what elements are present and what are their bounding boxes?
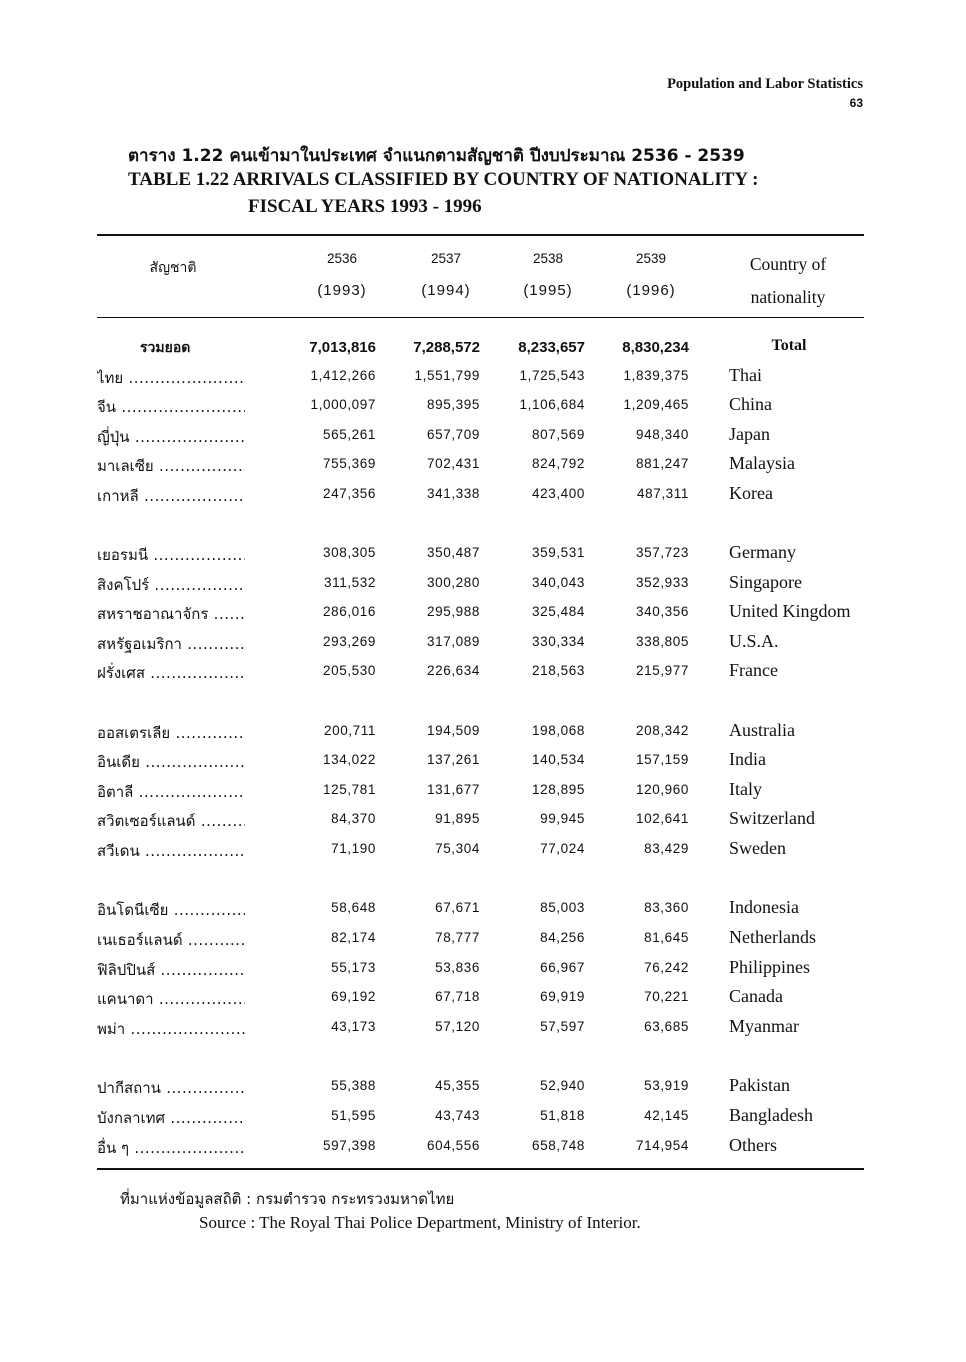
cell-value: 55,388 — [331, 1078, 376, 1093]
cell-value: 125,781 — [323, 782, 376, 797]
table-row — [0, 1076, 966, 1105]
cell-value: 140,534 — [532, 752, 585, 767]
table-top-rule — [97, 234, 864, 236]
cell-value: 300,280 — [427, 575, 480, 590]
row-label-thai: ปากีสถาน ..... — [97, 1076, 245, 1100]
cell-value: 293,269 — [323, 634, 376, 649]
row-label-english: Bangladesh — [729, 1105, 813, 1125]
year-be: 2539 — [635, 251, 667, 266]
table-row — [0, 987, 966, 1016]
cell-value: 120,960 — [636, 782, 689, 797]
cell-value: 51,818 — [540, 1108, 585, 1123]
cell-value: 325,484 — [532, 604, 585, 619]
cell-value: 128,895 — [532, 782, 585, 797]
cell-value: 215,977 — [636, 663, 689, 678]
year-ce: (1993) — [317, 282, 367, 299]
cell-value: 69,919 — [540, 989, 585, 1004]
row-label-english: Philippines — [729, 957, 811, 977]
cell-value: 57,597 — [540, 1019, 585, 1034]
row-label-thai: เกาหลี ..... — [97, 484, 245, 508]
cell-value: 604,556 — [427, 1138, 480, 1153]
table-title-thai: ตาราง 1.22 คนเข้ามาในประเทศ จำแนกตามสัญชาติ ปีงบประมาณ 2536 - 2539 — [128, 146, 745, 166]
cell-value: 200,711 — [324, 723, 376, 738]
cell-value: 341,338 — [427, 486, 480, 501]
table-row — [0, 602, 966, 631]
table-row — [0, 928, 966, 957]
row-label-thai: สวีเดน ..... — [97, 839, 245, 863]
source-note-english: Source : The Royal Thai Police Department, Ministry of Interior. — [199, 1213, 641, 1232]
cell-value: 52,940 — [540, 1078, 585, 1093]
row-label-thai: มาเลเซีย ..... — [97, 454, 245, 478]
table-row — [0, 750, 966, 779]
year-be: 2536 — [326, 251, 358, 266]
table-row — [0, 809, 966, 838]
table-row — [0, 395, 966, 424]
cell-value: 308,305 — [323, 545, 376, 560]
row-label-english: France — [729, 660, 778, 680]
row-label-thai: อินเดีย ..... — [97, 750, 245, 774]
table-row — [0, 632, 966, 661]
cell-value: 311,532 — [324, 575, 376, 590]
row-label-thai: ออสเตรเลีย ..... — [97, 721, 245, 745]
row-label-thai: ฝรั่งเศส ..... — [97, 661, 245, 685]
row-label-english: Netherlands — [729, 927, 816, 947]
cell-value: 53,836 — [435, 960, 480, 975]
cell-value: 702,431 — [427, 456, 480, 471]
table-row — [0, 573, 966, 602]
cell-value: 131,677 — [427, 782, 480, 797]
row-label-english: Canada — [729, 986, 783, 1006]
table-row — [0, 1017, 966, 1046]
row-label-english: Switzerland — [729, 808, 815, 828]
table-row — [0, 1106, 966, 1135]
column-header-nationality-english — [728, 248, 848, 314]
cell-value: 85,003 — [540, 900, 585, 915]
cell-value: 286,016 — [323, 604, 376, 619]
cell-value: 423,400 — [532, 486, 585, 501]
cell-value: 83,429 — [644, 841, 689, 856]
cell-value: 565,261 — [323, 427, 376, 442]
row-label-thai: จีน ..... — [97, 395, 245, 419]
cell-value: 137,261 — [427, 752, 480, 767]
row-label-thai: บังกลาเทศ ..... — [97, 1106, 245, 1130]
year-ce: (1994) — [421, 282, 471, 299]
cell-value: 218,563 — [532, 663, 585, 678]
table-subtitle-english: FISCAL YEARS 1993 - 1996 — [248, 196, 482, 217]
running-header: Population and Labor Statistics — [667, 76, 863, 92]
row-label-thai: แคนาดา ..... — [97, 987, 245, 1011]
column-header-line: nationality — [750, 287, 826, 307]
cell-value: 338,805 — [636, 634, 689, 649]
row-label-thai: เยอรมนี ..... — [97, 543, 245, 567]
row-label-thai: อิตาลี ..... — [97, 780, 245, 804]
cell-value: 330,334 — [532, 634, 585, 649]
table-row — [0, 958, 966, 987]
row-label-english: Indonesia — [729, 897, 799, 917]
row-label-english: Pakistan — [729, 1075, 790, 1095]
cell-value: 1,209,465 — [623, 397, 689, 412]
year-ce: (1996) — [626, 282, 676, 299]
cell-value: 1,551,799 — [414, 368, 480, 383]
row-label-english: Australia — [729, 720, 795, 740]
table-row — [0, 543, 966, 572]
cell-value: 75,304 — [435, 841, 480, 856]
cell-value: 66,967 — [540, 960, 585, 975]
row-label-english: India — [729, 749, 766, 769]
cell-value: 359,531 — [532, 545, 585, 560]
cell-value: 8,233,657 — [518, 339, 585, 356]
row-label-english: Thai — [729, 365, 762, 385]
row-label-english: Total — [771, 337, 807, 354]
row-label-thai: สิงคโปร์ ..... — [97, 573, 245, 597]
cell-value: 1,106,684 — [519, 397, 585, 412]
cell-value: 7,013,816 — [309, 339, 376, 356]
table-row — [0, 839, 966, 868]
cell-value: 350,487 — [427, 545, 480, 560]
cell-value: 881,247 — [636, 456, 689, 471]
year-be: 2537 — [430, 251, 462, 266]
cell-value: 71,190 — [331, 841, 376, 856]
cell-value: 7,288,572 — [413, 339, 480, 356]
cell-value: 295,988 — [427, 604, 480, 619]
source-note-thai: ที่มาแห่งข้อมูลสถิติ : กรมตำรวจ กระทรวงมหาดไทย — [120, 1190, 455, 1208]
cell-value: 824,792 — [532, 456, 585, 471]
cell-value: 714,954 — [636, 1138, 689, 1153]
table-row — [0, 454, 966, 483]
row-label-english: Others — [729, 1135, 777, 1155]
cell-value: 134,022 — [323, 752, 376, 767]
cell-value: 194,509 — [427, 723, 480, 738]
table-row — [0, 484, 966, 513]
cell-value: 807,569 — [532, 427, 585, 442]
cell-value: 157,159 — [636, 752, 689, 767]
row-label-english: Myanmar — [729, 1016, 799, 1036]
cell-value: 43,173 — [331, 1019, 376, 1034]
cell-value: 84,256 — [540, 930, 585, 945]
cell-value: 205,530 — [323, 663, 376, 678]
cell-value: 1,725,543 — [519, 368, 585, 383]
row-label-english: Germany — [729, 542, 796, 562]
row-label-english: United Kingdom — [729, 601, 851, 621]
row-label-thai: รวมยอด — [140, 340, 191, 356]
table-row — [0, 425, 966, 454]
cell-value: 63,685 — [644, 1019, 689, 1034]
row-label-english: Italy — [729, 779, 762, 799]
year-be: 2538 — [532, 251, 564, 266]
cell-value: 43,743 — [435, 1108, 480, 1123]
table-bottom-rule — [97, 1168, 864, 1170]
cell-value: 1,839,375 — [623, 368, 689, 383]
cell-value: 81,645 — [644, 930, 689, 945]
cell-value: 352,933 — [636, 575, 689, 590]
row-label-english: Malaysia — [729, 453, 795, 473]
cell-value: 1,000,097 — [310, 397, 376, 412]
year-ce: (1995) — [523, 282, 573, 299]
cell-value: 69,192 — [331, 989, 376, 1004]
table-row — [0, 721, 966, 750]
cell-value: 657,709 — [427, 427, 480, 442]
row-label-english: China — [729, 394, 772, 414]
column-header-line: Country of — [749, 254, 827, 274]
row-label-thai: ฟิลิปปินส์ ..... — [97, 958, 245, 982]
row-label-english: Japan — [729, 424, 770, 444]
cell-value: 51,595 — [331, 1108, 376, 1123]
row-label-thai: อินโดนีเซีย ..... — [97, 898, 245, 922]
table-row — [0, 898, 966, 927]
cell-value: 53,919 — [644, 1078, 689, 1093]
row-label-english: Singapore — [729, 572, 802, 592]
cell-value: 57,120 — [435, 1019, 480, 1034]
cell-value: 78,777 — [435, 930, 480, 945]
cell-value: 247,356 — [323, 486, 376, 501]
row-label-thai: ไทย ..... — [97, 366, 245, 390]
cell-value: 597,398 — [323, 1138, 376, 1153]
cell-value: 76,242 — [644, 960, 689, 975]
cell-value: 357,723 — [636, 545, 689, 560]
cell-value: 83,360 — [644, 900, 689, 915]
cell-value: 198,068 — [532, 723, 585, 738]
cell-value: 208,342 — [636, 723, 689, 738]
table-row-total — [0, 337, 966, 366]
cell-value: 340,043 — [532, 575, 585, 590]
cell-value: 487,311 — [637, 486, 689, 501]
cell-value: 55,173 — [331, 960, 376, 975]
table-row — [0, 366, 966, 395]
row-label-thai: สวิตเซอร์แลนด์ ..... — [97, 809, 245, 833]
cell-value: 8,830,234 — [622, 339, 689, 356]
cell-value: 1,412,266 — [310, 368, 376, 383]
row-label-english: Korea — [729, 483, 773, 503]
table-row — [0, 1136, 966, 1165]
row-label-thai: พม่า ..... — [97, 1017, 245, 1041]
cell-value: 67,718 — [435, 989, 480, 1004]
cell-value: 70,221 — [644, 989, 689, 1004]
cell-value: 948,340 — [636, 427, 689, 442]
cell-value: 42,145 — [644, 1108, 689, 1123]
column-header-nationality-thai: สัญชาติ — [149, 260, 197, 276]
row-label-thai: ญี่ปุ่น ..... — [97, 425, 245, 449]
row-label-thai: สหราชอาณาจักร ..... — [97, 602, 245, 626]
page-number: 63 — [849, 96, 863, 110]
cell-value: 102,641 — [636, 811, 689, 826]
cell-value: 77,024 — [540, 841, 585, 856]
cell-value: 99,945 — [540, 811, 585, 826]
cell-value: 895,395 — [427, 397, 480, 412]
table-row — [0, 661, 966, 690]
table-row — [0, 780, 966, 809]
cell-value: 658,748 — [532, 1138, 585, 1153]
row-label-thai: เนเธอร์แลนด์ ..... — [97, 928, 245, 952]
cell-value: 317,089 — [427, 634, 480, 649]
table-title-english: TABLE 1.22 ARRIVALS CLASSIFIED BY COUNTRY OF NATIONALITY : — [128, 169, 759, 190]
row-label-thai: สหรัฐอเมริกา ..... — [97, 632, 245, 656]
cell-value: 91,895 — [435, 811, 480, 826]
row-label-thai: อื่น ๆ ..... — [97, 1136, 245, 1160]
cell-value: 226,634 — [427, 663, 480, 678]
cell-value: 67,671 — [435, 900, 480, 915]
cell-value: 84,370 — [331, 811, 376, 826]
cell-value: 45,355 — [435, 1078, 480, 1093]
cell-value: 340,356 — [636, 604, 689, 619]
cell-value: 755,369 — [323, 456, 376, 471]
row-label-english: U.S.A. — [729, 631, 779, 651]
row-label-english: Sweden — [729, 838, 786, 858]
cell-value: 82,174 — [331, 930, 376, 945]
table-header-rule — [97, 317, 864, 318]
cell-value: 58,648 — [331, 900, 376, 915]
